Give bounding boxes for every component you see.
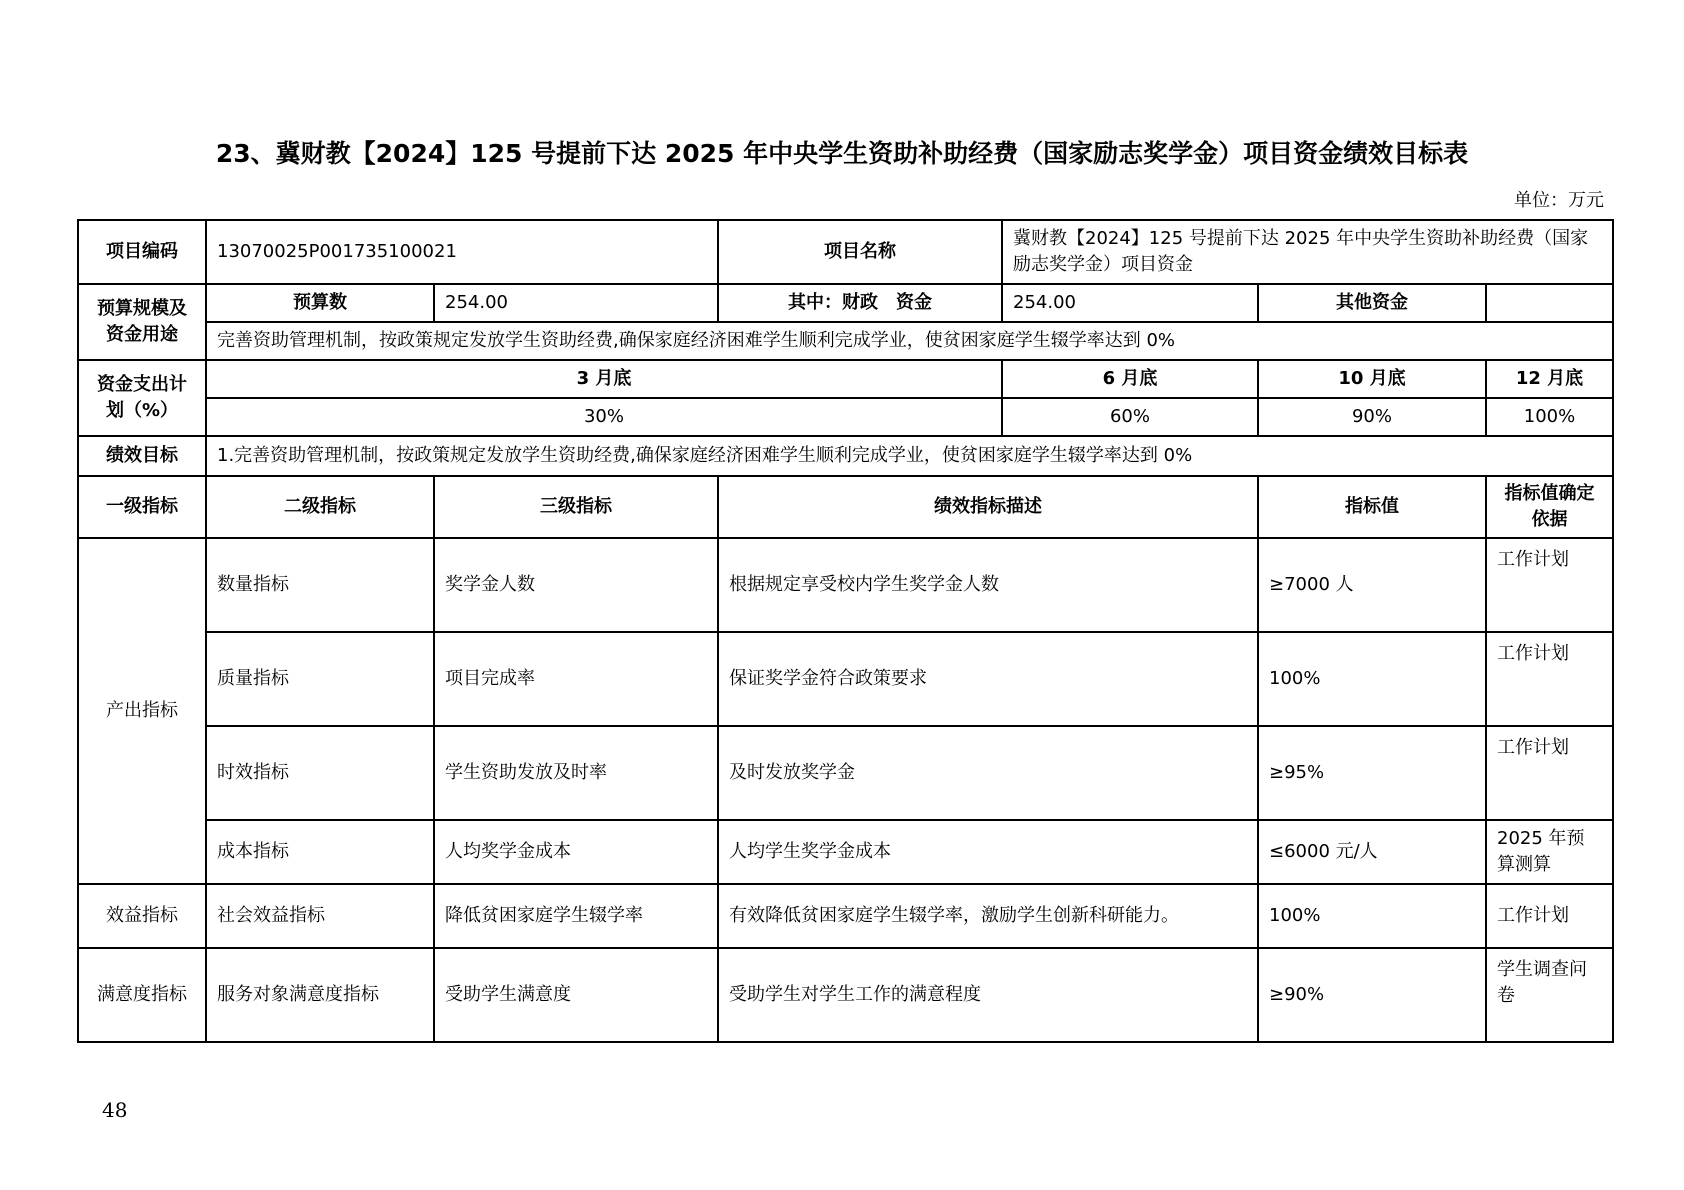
page-number: 48	[102, 1098, 128, 1122]
plan-period-jun: 6 月底	[1002, 360, 1258, 398]
budget-amount-label: 预算数	[206, 284, 434, 322]
indicator-basis: 工作计划	[1486, 538, 1613, 632]
goal-label: 绩效目标	[78, 436, 206, 476]
budget-section-label: 预算规模及资金用途	[78, 284, 206, 360]
group-output: 产出指标	[78, 538, 206, 884]
other-fund-value	[1486, 284, 1613, 322]
project-code-value: 13070025P001735100021	[206, 220, 718, 284]
indicator-description: 及时发放奖学金	[718, 726, 1258, 820]
indicator-value: ≥90%	[1258, 948, 1486, 1042]
indicator-description: 人均学生奖学金成本	[718, 820, 1258, 884]
indicator-level3: 降低贫困家庭学生辍学率	[434, 884, 718, 948]
plan-value-dec: 100%	[1486, 398, 1613, 436]
plan-section-label: 资金支出计划（%）	[78, 360, 206, 436]
indicator-row	[78, 538, 1613, 632]
project-name-label: 项目名称	[718, 220, 1002, 284]
unit-note: 单位：万元	[1514, 190, 1604, 211]
indicator-basis: 工作计划	[1486, 632, 1613, 726]
indicator-row	[78, 726, 1613, 820]
fund-usage-text: 完善资助管理机制，按政策规定发放学生资助经费,确保家庭经济困难学生顺利完成学业，使贫困家庭学生辍学率达到 0%	[206, 322, 1613, 360]
indicator-level3: 学生资助发放及时率	[434, 726, 718, 820]
performance-target-table	[77, 219, 1614, 1043]
indicator-level2: 数量指标	[206, 538, 434, 632]
header-value: 指标值	[1258, 476, 1486, 538]
indicator-basis: 2025 年预算测算	[1486, 820, 1613, 884]
group-satisfaction: 满意度指标	[78, 948, 206, 1042]
indicator-description: 根据规定享受校内学生奖学金人数	[718, 538, 1258, 632]
plan-period-mar: 3 月底	[206, 360, 1002, 398]
page-title: 23、冀财教【2024】125 号提前下达 2025 年中央学生资助补助经费（国家励志奖学金）项目资金绩效目标表	[215, 139, 1469, 168]
plan-period-dec: 12 月底	[1486, 360, 1613, 398]
plan-value-mar: 30%	[206, 398, 1002, 436]
header-level2: 二级指标	[206, 476, 434, 538]
plan-value-row	[78, 398, 1613, 436]
project-info-row	[78, 220, 1613, 284]
other-fund-label: 其他资金	[1258, 284, 1486, 322]
indicator-row	[78, 884, 1613, 948]
indicator-level2: 服务对象满意度指标	[206, 948, 434, 1042]
indicator-row	[78, 948, 1613, 1042]
plan-period-oct: 10 月底	[1258, 360, 1486, 398]
indicator-value: 100%	[1258, 632, 1486, 726]
indicator-value: ≥7000 人	[1258, 538, 1486, 632]
indicator-value: ≥95%	[1258, 726, 1486, 820]
project-code-label: 项目编码	[78, 220, 206, 284]
indicator-description: 受助学生对学生工作的满意程度	[718, 948, 1258, 1042]
plan-value-oct: 90%	[1258, 398, 1486, 436]
indicator-level2: 时效指标	[206, 726, 434, 820]
indicator-description: 保证奖学金符合政策要求	[718, 632, 1258, 726]
indicator-level2: 质量指标	[206, 632, 434, 726]
indicator-level2: 社会效益指标	[206, 884, 434, 948]
indicator-row	[78, 632, 1613, 726]
fiscal-fund-value: 254.00	[1002, 284, 1258, 322]
header-basis: 指标值确定依据	[1486, 476, 1613, 538]
goal-text: 1.完善资助管理机制，按政策规定发放学生资助经费,确保家庭经济困难学生顺利完成学业，使贫困家庭学生辍学率达到 0%	[206, 436, 1613, 476]
indicator-level3: 项目完成率	[434, 632, 718, 726]
header-level3: 三级指标	[434, 476, 718, 538]
fiscal-fund-label: 其中：财政 资金	[718, 284, 1002, 322]
indicator-level3: 奖学金人数	[434, 538, 718, 632]
header-description: 绩效指标描述	[718, 476, 1258, 538]
indicator-value: ≤6000 元/人	[1258, 820, 1486, 884]
budget-row	[78, 284, 1613, 322]
plan-period-row	[78, 360, 1613, 398]
indicator-basis: 学生调查问卷	[1486, 948, 1613, 1042]
indicator-level3: 人均奖学金成本	[434, 820, 718, 884]
indicator-level3: 受助学生满意度	[434, 948, 718, 1042]
fund-usage-row	[78, 322, 1613, 360]
header-level1: 一级指标	[78, 476, 206, 538]
project-name-value: 冀财教【2024】125 号提前下达 2025 年中央学生资助补助经费（国家励志奖学金）项目资金	[1002, 220, 1613, 284]
indicator-description: 有效降低贫困家庭学生辍学率，激励学生创新科研能力。	[718, 884, 1258, 948]
plan-value-jun: 60%	[1002, 398, 1258, 436]
group-benefit: 效益指标	[78, 884, 206, 948]
indicator-level2: 成本指标	[206, 820, 434, 884]
indicator-header-row	[78, 476, 1613, 538]
indicator-basis: 工作计划	[1486, 884, 1613, 948]
budget-amount-value: 254.00	[434, 284, 718, 322]
indicator-value: 100%	[1258, 884, 1486, 948]
indicator-row	[78, 820, 1613, 884]
goal-row	[78, 436, 1613, 476]
indicator-basis: 工作计划	[1486, 726, 1613, 820]
